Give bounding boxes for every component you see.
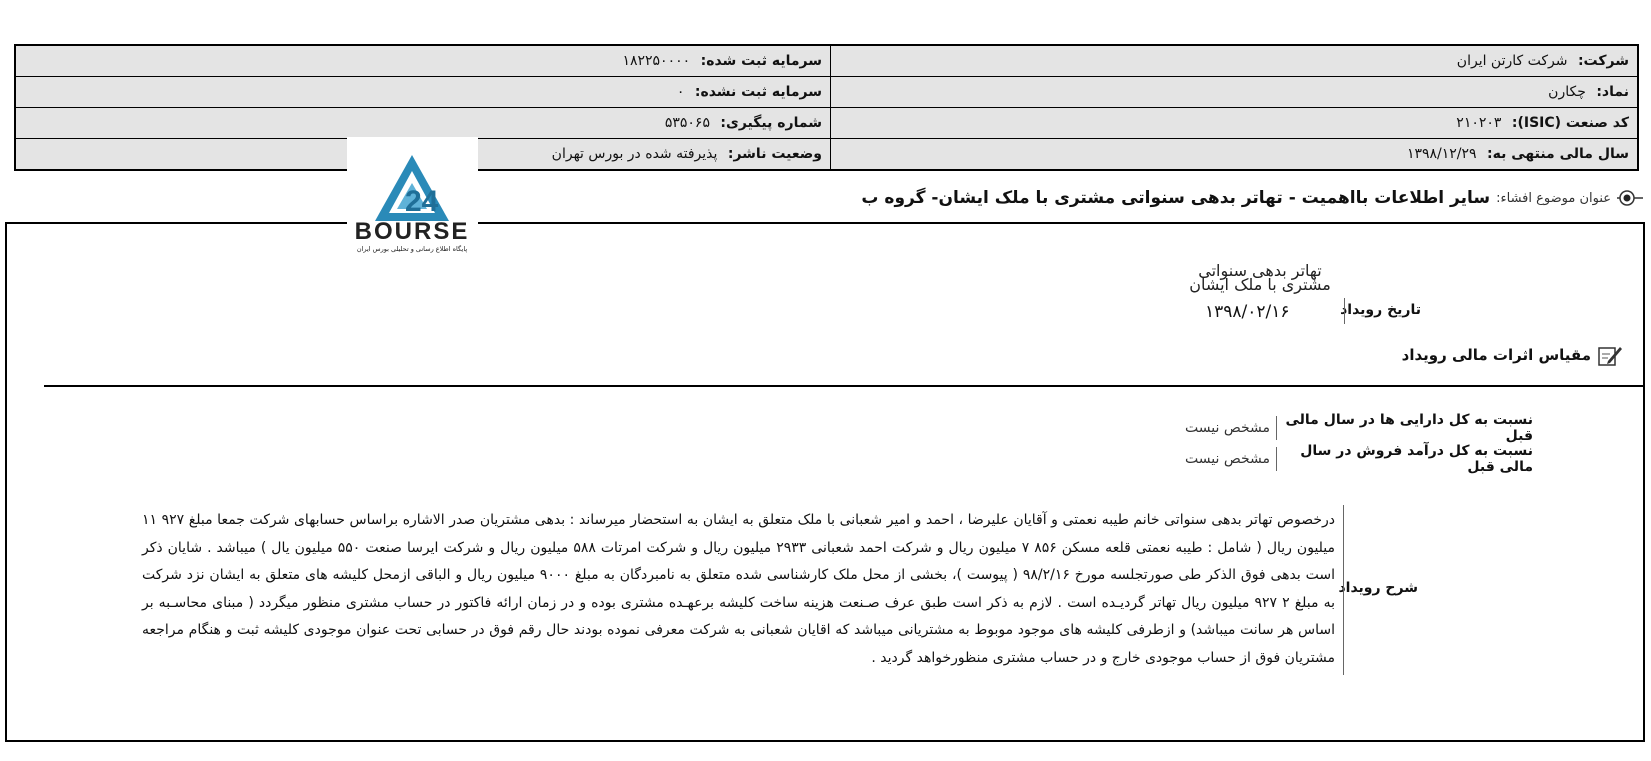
registered-capital-label: سرمایه ثبت شده: xyxy=(700,53,822,69)
logo-brand: BOURSE xyxy=(354,218,470,245)
target-bullet-icon xyxy=(1615,187,1645,209)
isic-label: کد صنعت (ISIC): xyxy=(1511,114,1629,131)
company-value: شرکت کارتن ایران xyxy=(1456,53,1568,69)
event-date-value: ۱۳۹۸/۰۲/۱۶ xyxy=(1205,302,1290,322)
financial-impact-heading xyxy=(1402,343,1623,367)
event-description-label: شرح رویداد xyxy=(1338,580,1418,596)
isic-cell xyxy=(831,107,1639,138)
isic-value: ۲۱۰۲۰۳ xyxy=(1456,114,1502,131)
publisher-status-label: وضعیت ناشر: xyxy=(727,145,822,162)
bourse24-logo xyxy=(347,137,478,255)
publisher-status-value: پذیرفته شده در بورس تهران xyxy=(551,145,718,162)
tracking-number-value: ۵۳۵۰۶۵ xyxy=(664,114,710,131)
company-label: شرکت: xyxy=(1577,53,1629,69)
ratio-revenue-label: نسبت به کل درآمد فروش در سال مالی قبل xyxy=(1300,443,1533,475)
disclosure-subject-row xyxy=(400,184,1645,212)
unregistered-capital-value: ۰ xyxy=(676,83,685,100)
event-description-text: درخصوص تهاتر بدهی سنواتی خانم طیبه نعمتی و آقایان علیرضا ، احمد و امیر شعبانی با ملک متعلق به ایشان به استحضار میرساند : بدهی مشتریان صدر الاشاره براساس حسابهای شرکت جمعا مبلغ ۹۲۷ ۱۱ میلیون ریال ( شامل : طیبه نعمتی قلعه مسکن ۸۵۶ ۷ میلیون ریال و شرکت احمد شعبانی ۲۹۳۳ میلیون ریال و شرکت امرتات ۵۸۸ میلیون ریال و شرکت ایرسا صنعت ۵۵۰ میلیون یال ) میباشد . شایان ذکر است بدهی فوق الذکر طی صورتجلسه مورخ ۹۸/۲/۱۶ ( پیوست )، بخشی از محل ملک کارشناسی شده متعلق به نامبردگان به مبلغ ۹۰۰۰ میلیون ریال و الباقی ازمحل کلیشه های متعلق به ایشان نزد شرکت به مبلغ ۲ ۹۲۷ میلیون ریال تهاتر گردیـده است . لازم به ذکر است طبق عرف صـنعت هزینه ساخت کلیشه برعهـده مشتری بوده و در زمان ارائه فاکتور در حساب مشتری منظور میگردد ( مبنای محاسـبه بر اساس هر سانت میباشد) و ازطرفی کلیشه های موجود موبوط به مشتریانی میباشد که اقایان شعبانی به شرکت معرفی نموده بودند حال رقم فوق در حسابی تحت عنوان موجودی کلیشه ثبت و هنگام مراجعه مشتریان فوق از حساب موجودی خارج و در حساب مشتری منظورخواهد گردید . xyxy=(142,512,1336,666)
ratio-assets-label: نسبت به کل دارایی ها در سال مالی قبل xyxy=(1285,412,1533,444)
unregistered-capital-label: سرمایه ثبت نشده: xyxy=(694,83,822,100)
fiscal-year-cell xyxy=(831,138,1639,170)
company-info-table xyxy=(14,44,1639,171)
event-title xyxy=(1180,261,1340,294)
unregistered-capital-cell xyxy=(15,77,831,108)
financial-impact-heading-text: مقیاس اثرات مالی رویداد xyxy=(1401,346,1591,364)
edit-note-icon xyxy=(1597,343,1623,367)
logo-number: 24 xyxy=(405,185,439,218)
fiscal-year-label: سال مالی منتهی به: xyxy=(1487,145,1629,162)
symbol-cell xyxy=(831,77,1639,108)
company-cell xyxy=(831,45,1639,77)
fiscal-year-value: ۱۳۹۸/۱۲/۲۹ xyxy=(1406,145,1477,162)
ratio-row-assets xyxy=(1185,412,1533,444)
registered-capital-value: ۱۸۲۲۵۰۰۰۰ xyxy=(622,53,691,69)
ratio-divider xyxy=(1276,416,1277,440)
ratio-divider xyxy=(1276,447,1277,471)
disclosure-subject-title: سایر اطلاعات بااهمیت - تهاتر بدهی سنواتی مشتری با ملک ایشان- گروه ب xyxy=(861,188,1491,208)
bourse24-logo-graphic xyxy=(347,137,478,255)
symbol-label: نماد: xyxy=(1596,83,1629,100)
ratio-revenue-value: مشخص نیست xyxy=(1185,451,1270,467)
tracking-number-cell xyxy=(15,107,831,138)
event-description-divider xyxy=(1343,505,1344,675)
registered-capital-cell xyxy=(15,45,831,77)
tracking-number-label: شماره پیگیری: xyxy=(720,114,822,131)
disclosure-subject-label: عنوان موضوع افشاء: xyxy=(1496,190,1611,206)
event-title-line1: تهاتر بدهی سنواتی xyxy=(1198,261,1322,280)
logo-caption: پایگاه اطلاع رسانی و تحلیلی بورس ایران xyxy=(356,245,468,253)
ratio-row-revenue xyxy=(1185,443,1533,475)
event-title-line2: مشتری با ملک ایشان xyxy=(1189,275,1331,294)
event-date-label: تاریخ رویداد xyxy=(1340,302,1421,318)
ratio-assets-value: مشخص نیست xyxy=(1185,420,1270,436)
section-divider xyxy=(44,385,1644,387)
symbol-value: چکارن xyxy=(1548,83,1586,100)
event-date-divider xyxy=(1344,298,1345,324)
